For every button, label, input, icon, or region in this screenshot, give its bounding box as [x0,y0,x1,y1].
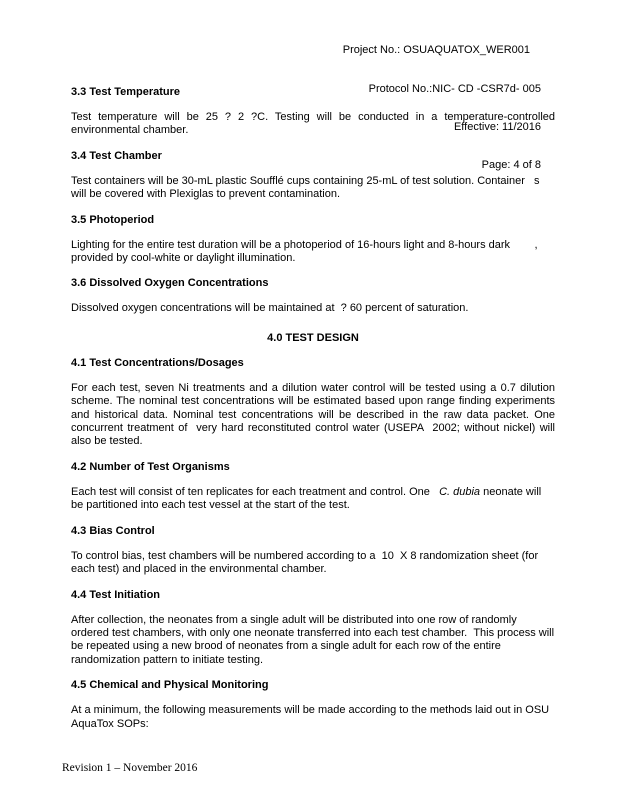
protocol-number: Protocol No.:NIC- CD -CSR7d- 005 [368,82,541,95]
section-3-3 [71,86,555,138]
effective-date: Effective: 11/2016 [453,120,541,133]
section-paragraph: At a minimum, the following measurements will be made according to the methods laid out in OSU AquaTox SOPs: [71,704,550,730]
section-paragraph: Test containers will be 30-mL plastic Soufflé cups containing 25-mL of test solution. Container s will be covered with Plexiglas to prevent contamination. [71,174,540,201]
section-3-6 [71,277,555,315]
revision-note: Revision 1 – November 2016 [62,762,198,774]
section-paragraph: Dissolved oxygen concentrations will be maintained at ? 60 percent of saturation. [71,302,469,315]
section-heading-photoperiod: 3.5 Photoperiod [71,213,155,226]
section-4-5 [71,679,555,731]
section-heading-test-temperature: 3.3 Test Temperature [71,86,181,98]
section-heading-dissolved-oxygen: 3.6 Dissolved Oxygen Concentrations [71,277,269,290]
section-paragraph: Lighting for the entire test duration will be a photoperiod of 16-hours light and 8-hours dark , provided by cool-white or daylight illumination. [71,238,538,265]
section-paragraph: For each test, seven Ni treatments and a dilution water control will be tested using a 0.7 dilution scheme. The nominal test concentrations will be estimated based upon range finding experiments and historical data. Nominal test concentrations will be described in the raw data packet. One concurrent treatment of very hard reconstituted control water (USEPA 2002; without nickel) will also be tested. [71,381,555,448]
section-4-0 [71,332,555,345]
section-4-3 [71,525,555,577]
section-3-5 [71,214,555,266]
section-4-2 [71,461,555,513]
section-4-1 [71,357,555,449]
section-heading-chemical-physical-monitoring: 4.5 Chemical and Physical Monitoring [71,679,269,692]
section-4-4 [71,589,555,668]
section-paragraph: To control bias, test chambers will be numbered according to a 10 X 8 randomization sheet (for each test) and placed in the environmental chamber. [71,549,539,576]
section-heading-test-design: 4.0 TEST DESIGN [267,331,359,344]
section-heading-test-concentrations: 4.1 Test Concentrations/Dosages [71,356,244,369]
section-3-4 [71,150,555,202]
document-body [71,86,555,731]
section-paragraph: Test temperature will be 25 ? 2 ?C. Testing will be conducted in a temperature-controlled environmental chamber. [71,111,555,137]
page-number: Page: 4 of 8 [481,158,541,171]
section-heading-test-chamber: 3.4 Test Chamber [71,149,162,162]
paragraph-text: neonate will be partitioned into each test vessel at the start of the test. [71,485,542,512]
section-heading-number-of-test-organisms: 4.2 Number of Test Organisms [71,460,230,473]
paragraph-text: Each test will consist of ten replicates for each treatment and control. One [71,485,440,498]
species-name-italic: C. dubia [439,485,481,498]
section-heading-test-initiation: 4.4 Test Initiation [71,588,161,601]
section-paragraph: After collection, the neonates from a single adult will be distributed into one row of randomly ordered test chambers, with only one neonate transferred into each test chamber. This process will be repeated using a new brood of neonates from a single adult for each row of the entire randomization pattern to initiate testing. [71,613,555,666]
section-paragraph [71,486,555,513]
page-footer [62,761,197,775]
section-heading-bias-control: 4.3 Bias Control [71,524,155,537]
project-number: Project No.: OSUAQUATOX_WER001 [342,44,530,57]
